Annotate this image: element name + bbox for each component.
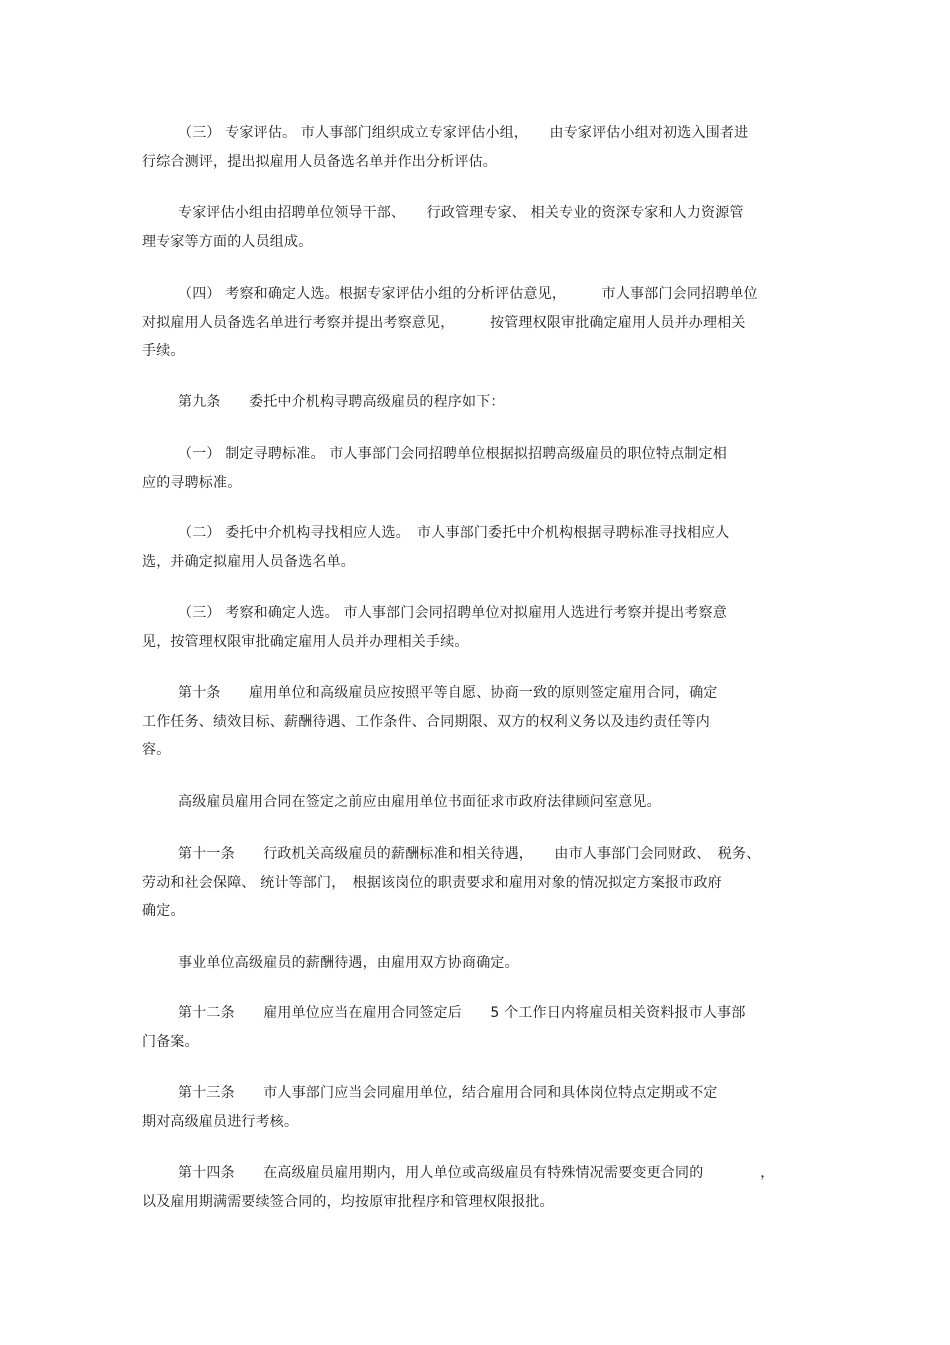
text-line: 工作任务、绩效目标、薪酬待遇、工作条件、合同期限、双方的权利义务以及违约责任等内 <box>142 714 710 730</box>
text-line: 选，并确定拟雇用人员备选名单。 <box>142 554 355 570</box>
text-line: 门备案。 <box>142 1034 199 1050</box>
text-line: （三） 考察和确定人选。 市人事部门会同招聘单位对拟雇用人选进行考察并提出考察意 <box>178 605 727 621</box>
text-line: （三） 专家评估。 市人事部门组织成立专家评估小组， 由专家评估小组对初选入围者进 <box>178 125 749 141</box>
text-line: 对拟雇用人员备选名单进行考察并提出考察意见， 按管理权限审批确定雇用人员并办理相关 <box>142 315 746 331</box>
text-line: 容。 <box>142 742 171 758</box>
text-line: 手续。 <box>142 343 185 359</box>
text-line: 专家评估小组由招聘单位领导干部、 行政管理专家、 相关专业的资深专家和人力资源管 <box>178 205 744 221</box>
text-line: 第十三条 市人事部门应当会同雇用单位，结合雇用合同和具体岗位特点定期或不定 <box>178 1085 718 1101</box>
text-line: 理专家等方面的人员组成。 <box>142 234 313 250</box>
text-line: 第十条 雇用单位和高级雇员应按照平等自愿、协商一致的原则签定雇用合同，确定 <box>178 685 718 701</box>
text-line: 应的寻聘标准。 <box>142 475 242 491</box>
text-line: 第十一条 行政机关高级雇员的薪酬标准和相关待遇， 由市人事部门会同财政、 税务、 <box>178 846 761 862</box>
text-line: 期对高级雇员进行考核。 <box>142 1114 299 1130</box>
text-line: 以及雇用期满需要续签合同的，均按原审批程序和管理权限报批。 <box>142 1194 554 1210</box>
text-line: 高级雇员雇用合同在签定之前应由雇用单位书面征求市政府法律顾问室意见。 <box>178 794 661 810</box>
text-line: 第十二条 雇用单位应当在雇用合同签定后 5 个工作日内将雇员相关资料报市人事部 <box>178 1005 746 1021</box>
text-line: 劳动和社会保障、 统计等部门， 根据该岗位的职责要求和雇用对象的情况拟定方案报市政府 <box>142 875 722 891</box>
text-line: 见，按管理权限审批确定雇用人员并办理相关手续。 <box>142 634 469 650</box>
text-line: （二） 委托中介机构寻找相应人选。 市人事部门委托中介机构根据寻聘标准寻找相应人 <box>178 525 730 541</box>
article-heading: 第九条 委托中介机构寻聘高级雇员的程序如下： <box>178 394 505 410</box>
text-line: （四） 考察和确定人选。根据专家评估小组的分析评估意见， 市人事部门会同招聘单位 <box>178 286 758 302</box>
text-line: 确定。 <box>142 903 185 919</box>
text-line: （一） 制定寻聘标准。 市人事部门会同招聘单位根据拟招聘高级雇员的职位特点制定相 <box>178 446 727 462</box>
text-line: 事业单位高级雇员的薪酬待遇，由雇用双方协商确定。 <box>178 955 519 971</box>
text-line: 行综合测评，提出拟雇用人员备选名单并作出分析评估。 <box>142 154 497 170</box>
text-line: 第十四条 在高级雇员雇用期内，用人单位或高级雇员有特殊情况需要变更合同的 ， <box>178 1165 775 1181</box>
